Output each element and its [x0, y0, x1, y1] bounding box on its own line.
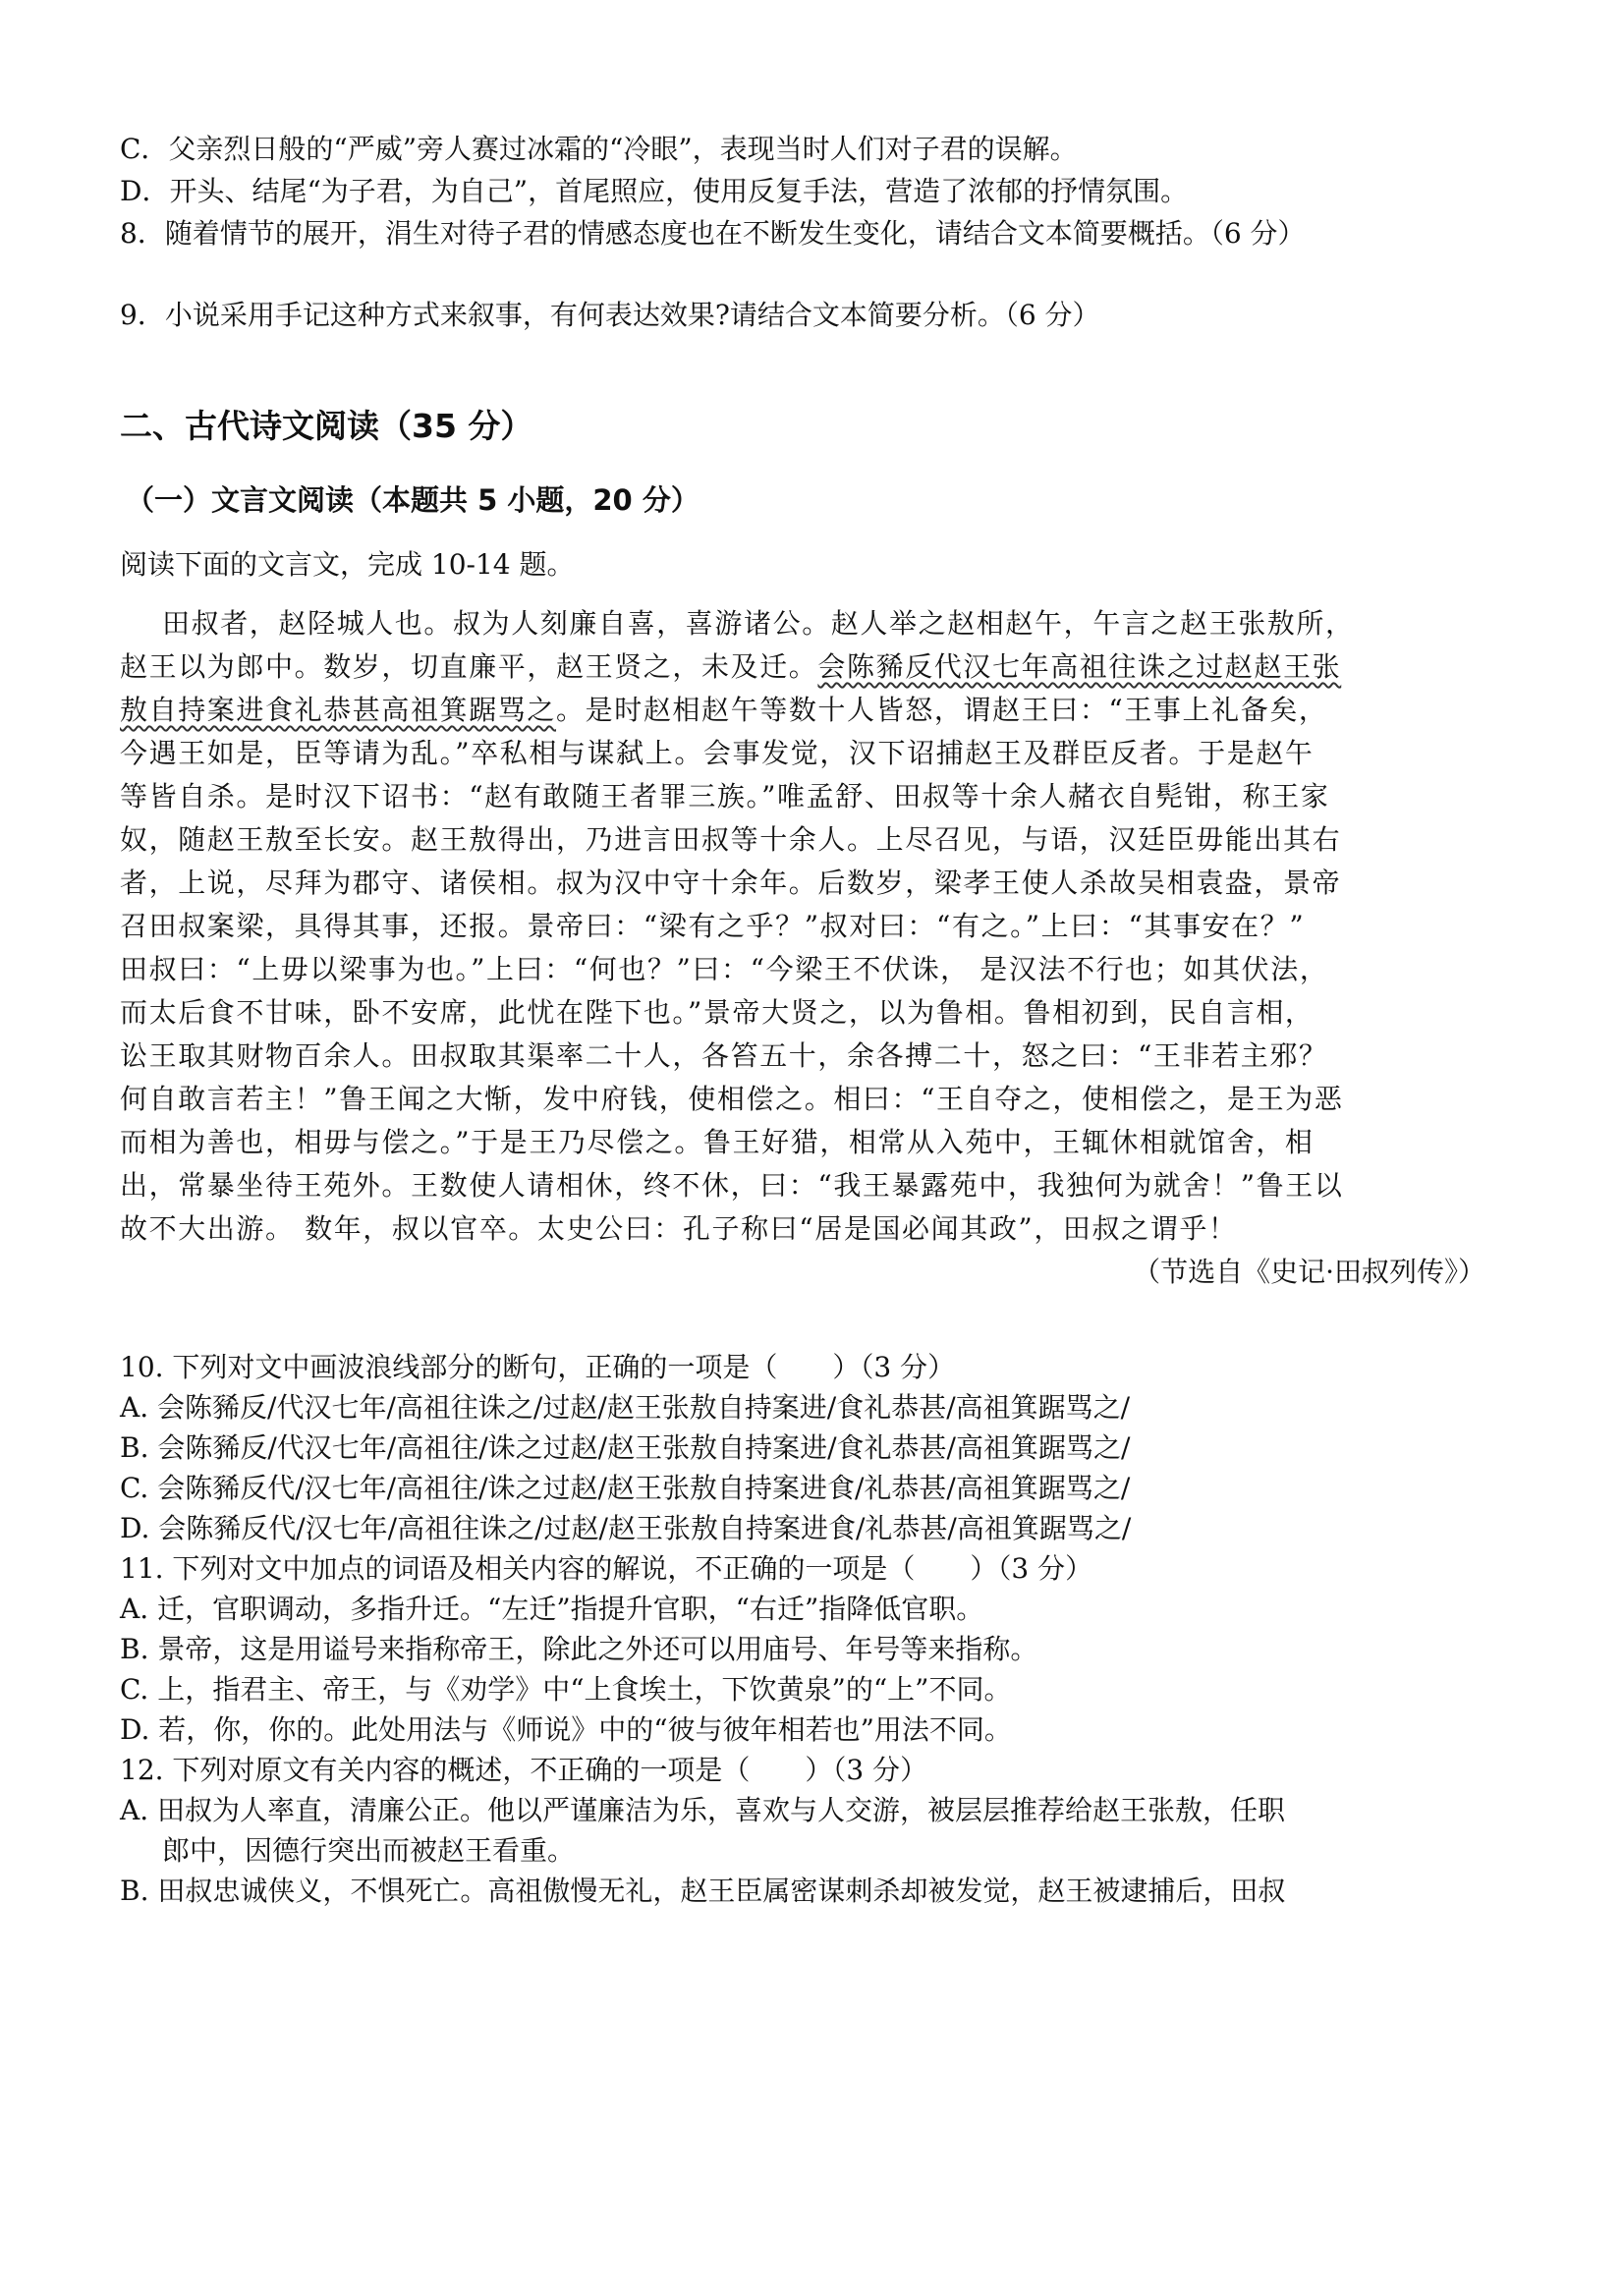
passage-line: 田叔者，赵陉城人也。叔为人刻廉自喜，喜游诸公。赵人举之赵相赵午，午言之赵王张敖所，: [162, 607, 1355, 640]
question-8: 8．随着情节的展开，涓生对待子君的情感态度也在不断发生变化，请结合文本简要概括。（6 分）: [120, 217, 1306, 250]
passage-line: 讼王取其财物百余人。田叔取其渠率二十人，各笞五十，余各搏二十，怒之曰：“王非若主邪？: [120, 1039, 1328, 1072]
passage-source: （节选自《史记·田叔列传》）: [1133, 1256, 1485, 1288]
passage-line: [120, 647, 1515, 687]
passage-text: 。是时赵相赵午等数十人皆怒，谓赵王曰：“王事上礼备矣，: [556, 694, 1328, 726]
passage-text: 赵王以为郎中。数岁，切直廉平，赵王贤之，未及迁。: [120, 650, 818, 683]
option-10b: B. 会陈豨反/代汉七年/高祖往/诛之过赵/赵王张敖自持案进/食礼恭甚/高祖箕踞骂之/: [120, 1431, 1131, 1464]
passage-line: 等皆自杀。是时汉下诏书：“赵有敢随王者罪三族。”唯孟舒、田叔等十余人赭衣自髡钳，称王家: [120, 780, 1330, 812]
subsection-1-heading: （一）文言文阅读（本题共 5 小题，20 分）: [126, 483, 700, 517]
passage-line: 故不大出游。 数年，叔以官卒。太史公曰：孔子称曰“居是国必闻其政”，田叔之谓乎！: [120, 1212, 1238, 1245]
passage-line: 田叔曰：“上毋以梁事为也。”上曰：“何也？”曰：“今梁王不伏诛， 是汉法不行也；如其伏法，: [120, 953, 1329, 985]
passage-line: 今遇王如是，臣等请为乱。”卒私相与谋弑上。会事发觉，汉下诏捕赵王及群臣反者。于是赵午: [120, 737, 1315, 769]
option-7c: C．父亲烈日般的“严威”旁人赛过冰霜的“冷眼”，表现当时人们对子君的误解。: [120, 133, 1078, 165]
reading-instruction: 阅读下面的文言文，完成 10-14 题。: [120, 548, 575, 581]
option-11d: D. 若，你，你的。此处用法与《师说》中的“彼与彼年相若也”用法不同。: [120, 1713, 1012, 1746]
question-10: 10. 下列对文中画波浪线部分的断句，正确的一项是（ ）（3 分）: [120, 1351, 956, 1383]
question-9: 9．小说采用手记这种方式来叙事，有何表达效果?请结合文本简要分析。（6 分）: [120, 299, 1100, 331]
passage-line: 者，上说，尽拜为郡守、诸侯相。叔为汉中守十余年。后数岁，梁孝王使人杀故吴相袁盎，景帝: [120, 867, 1342, 899]
option-11b: B. 景帝，这是用谥号来指称帝王，除此之外还可以用庙号、年号等来指称。: [120, 1633, 1038, 1665]
passage-line: 而相为善也，相毋与偿之。”于是王乃尽偿之。鲁王好猎，相常从入苑中，王辄休相就馆舍，相: [120, 1126, 1315, 1158]
passage-line: 出，常暴坐待王苑外。王数使人请相休，终不休，曰：“我王暴露苑中，我独何为就舍！”鲁王以: [120, 1169, 1344, 1202]
question-11: 11. 下列对文中加点的词语及相关内容的解说，不正确的一项是（ ）（3 分）: [120, 1552, 1093, 1585]
section-2-heading: 二、古代诗文阅读（35 分）: [120, 407, 533, 445]
option-7d: D．开头、结尾“为子君，为自己”，首尾照应，使用反复手法，营造了浓郁的抒情氛围。: [120, 175, 1189, 207]
option-10c: C. 会陈豨反代/汉七年/高祖往/诛之过赵/赵王张敖自持案进食/礼恭甚/高祖箕踞骂之/: [120, 1472, 1131, 1504]
passage-line: 而太后食不甘味，卧不安席，此忧在陛下也。”景帝大贤之，以为鲁相。鲁相初到，民自言相，: [120, 996, 1315, 1029]
passage-line: 召田叔案梁，具得其事，还报。景帝曰：“梁有之乎？”叔对曰：“有之。”上曰：“其事安在？”: [120, 910, 1306, 942]
wavy-underlined-text: 敖自持案进食礼恭甚高祖箕踞骂之: [120, 694, 557, 726]
passage-line: 奴，随赵王敖至长安。赵王敖得出，乃进言田叔等十余人。上尽召见，与语，汉廷臣毋能出其右: [120, 823, 1342, 856]
option-11c: C. 上，指君主、帝王，与《劝学》中“上食埃土，下饮黄泉”的“上”不同。: [120, 1673, 1012, 1706]
option-12a-continued: 郎中，因德行突出而被赵王看重。: [162, 1834, 576, 1867]
option-12a: A. 田叔为人率直，清廉公正。他以严谨廉洁为乐，喜欢与人交游，被层层推荐给赵王张敖，任职: [120, 1794, 1286, 1826]
option-11a: A. 迁，官职调动，多指升迁。“左迁”指提升官职，“右迁”指降低官职。: [120, 1593, 984, 1625]
wavy-underlined-text: 会陈豨反代汉七年高祖往诛之过赵赵王张: [817, 650, 1342, 683]
question-12: 12. 下列对原文有关内容的概述，不正确的一项是（ ）（3 分）: [120, 1754, 928, 1786]
passage-line: 何自敢言若主！”鲁王闻之大惭，发中府钱，使相偿之。相曰：“王自夺之，使相偿之，是王为恶: [120, 1083, 1344, 1115]
option-10d: D. 会陈豨反代/汉七年/高祖往诛之/过赵/赵王张敖自持案进食/礼恭甚/高祖箕踞骂之/: [120, 1512, 1132, 1544]
option-10a: A. 会陈豨反/代汉七年/高祖往诛之/过赵/赵王张敖自持案进/食礼恭甚/高祖箕踞骂之/: [120, 1391, 1131, 1424]
option-12b: B. 田叔忠诚侠义，不惧死亡。高祖傲慢无礼，赵王臣属密谋刺杀却被发觉，赵王被逮捕后，田叔: [120, 1875, 1286, 1907]
passage-line: [120, 691, 1515, 730]
